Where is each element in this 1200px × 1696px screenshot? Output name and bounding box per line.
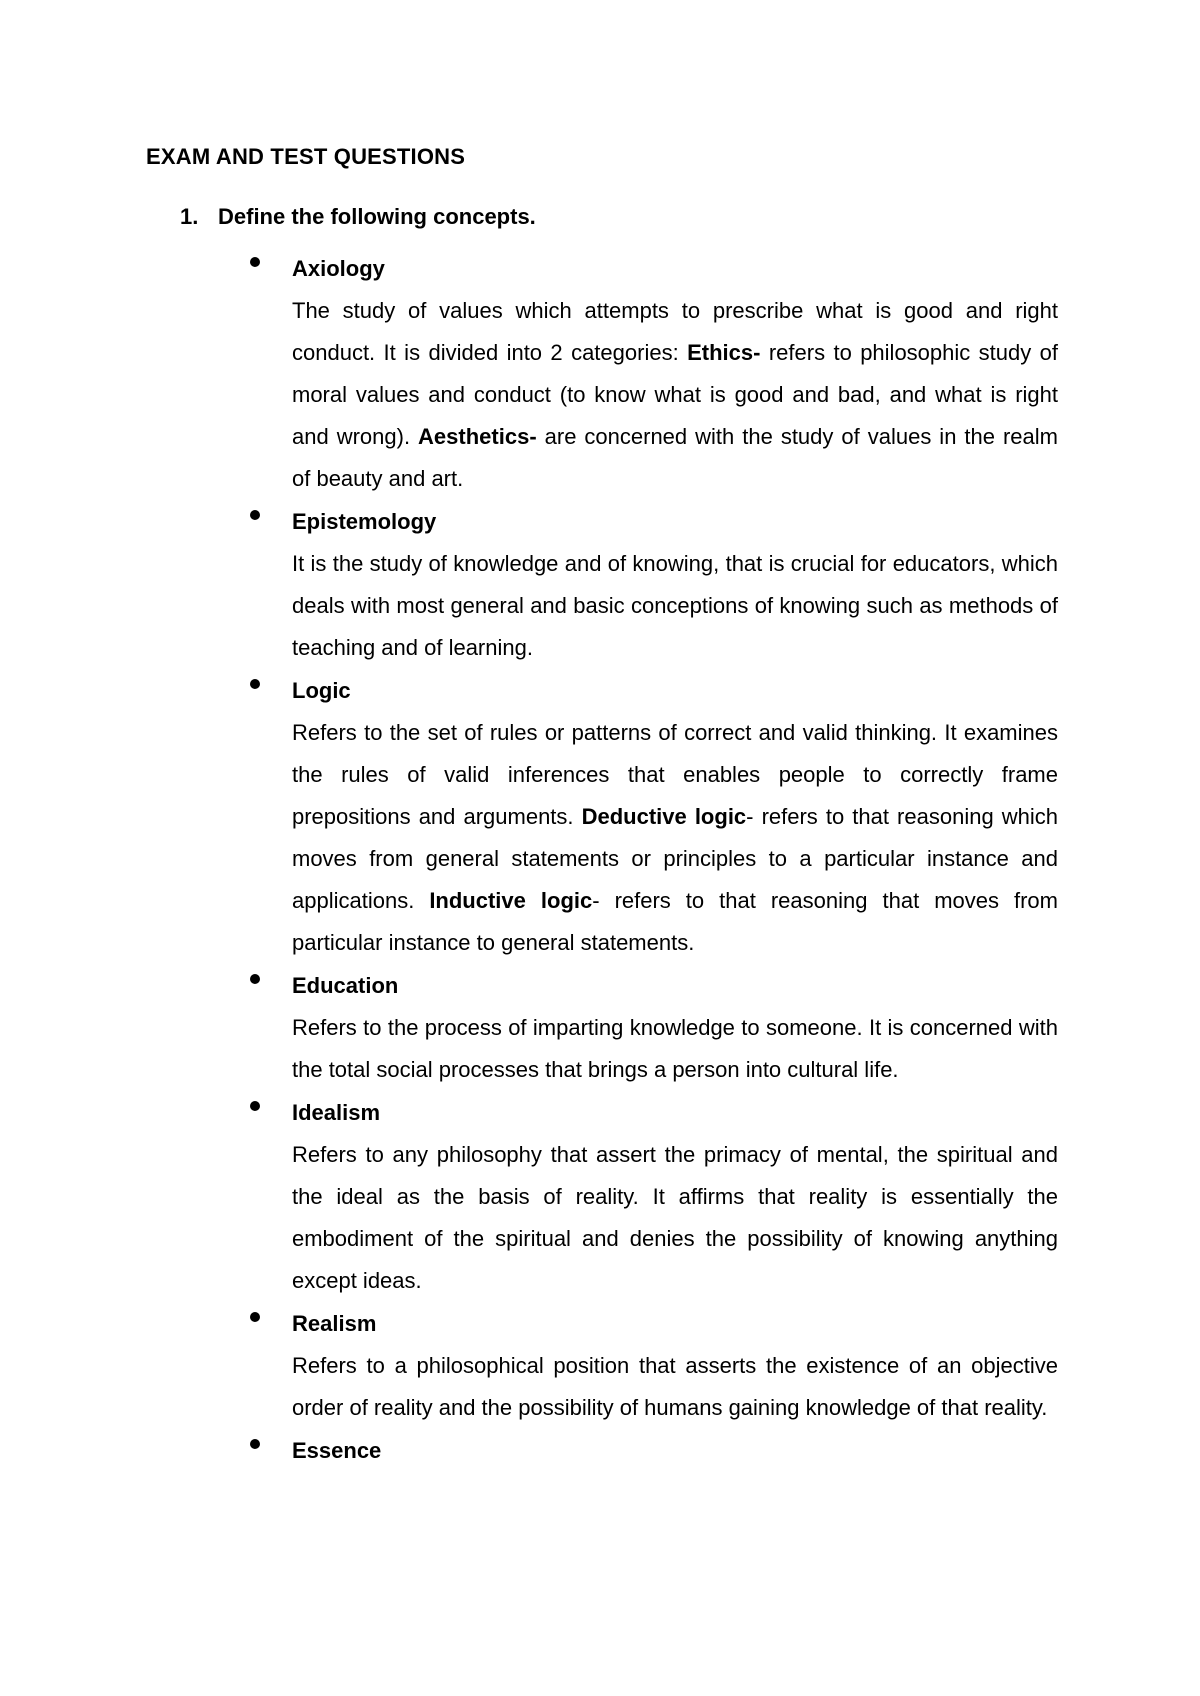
definition-text: refers to philosophic study of moral values and conduct (to know what is good and bad, and what is right and wrong). bbox=[292, 340, 1058, 449]
concept-term: Idealism bbox=[292, 1100, 381, 1125]
question-heading bbox=[180, 204, 536, 230]
concept-essence bbox=[248, 1430, 1058, 1472]
definition-text: Refers to the process of imparting knowledge to someone. It is concerned with the total social processes that brings a person into cultural life. bbox=[292, 1015, 1058, 1082]
concept-axiology bbox=[248, 248, 1058, 500]
document-title: EXAM AND TEST QUESTIONS bbox=[146, 144, 466, 169]
bullet-icon bbox=[250, 1439, 260, 1449]
definition-text: It is the study of knowledge and of knowing, that is crucial for educators, which deals with most general and basic conceptions of knowing such as methods of teaching and of learning. bbox=[292, 551, 1058, 660]
definition-text: - refers to that reasoning which moves from general statements or principles to a particular instance and applications. bbox=[292, 804, 1059, 913]
definition-text: are concerned with the study of values in the realm of beauty and art. bbox=[292, 424, 1058, 491]
definition-text: - refers to that reasoning that moves from particular instance to general statements. bbox=[292, 888, 1058, 955]
subterm-inductive-logic: Inductive logic bbox=[429, 888, 593, 913]
subterm-aesthetics: Aesthetics- bbox=[418, 424, 537, 449]
concept-idealism bbox=[248, 1092, 1058, 1302]
concept-education bbox=[248, 965, 1058, 1091]
concept-definition bbox=[292, 290, 1058, 500]
definition-text: The study of values which attempts to prescribe what is good and right conduct. It is divided into 2 categories: bbox=[292, 298, 1058, 365]
bullet-icon bbox=[250, 510, 260, 520]
concept-definition bbox=[292, 1134, 1058, 1302]
concept-realism bbox=[248, 1303, 1058, 1429]
concept-list bbox=[248, 248, 1058, 1473]
definition-text: Refers to the set of rules or patterns of correct and valid thinking. It examines the rules of valid inferences that enables people to correctly frame prepositions and arguments. bbox=[292, 720, 1058, 829]
concept-term: Logic bbox=[292, 678, 351, 703]
bullet-icon bbox=[250, 1312, 260, 1322]
subterm-ethics: Ethics- bbox=[687, 340, 761, 365]
concept-definition bbox=[292, 1345, 1058, 1429]
bullet-icon bbox=[250, 257, 260, 267]
concept-definition bbox=[292, 543, 1058, 669]
question-number: 1. bbox=[180, 204, 199, 229]
concept-term: Essence bbox=[292, 1438, 382, 1463]
concept-term: Epistemology bbox=[292, 509, 437, 534]
bullet-icon bbox=[250, 679, 260, 689]
concept-logic bbox=[248, 670, 1058, 964]
concept-term: Axiology bbox=[292, 256, 385, 281]
concept-definition bbox=[292, 712, 1058, 964]
subterm-deductive-logic: Deductive logic bbox=[581, 804, 747, 829]
question-text: Define the following concepts. bbox=[218, 204, 536, 229]
concept-epistemology bbox=[248, 501, 1058, 669]
concept-term: Realism bbox=[292, 1311, 377, 1336]
definition-text: Refers to any philosophy that assert the primacy of mental, the spiritual and the ideal as the basis of reality. It affirms that reality is essentially the embodiment of the spiritual and denies the possibility of knowing anything except ideas. bbox=[292, 1142, 1058, 1293]
concept-definition bbox=[292, 1007, 1058, 1091]
bullet-icon bbox=[250, 974, 260, 984]
definition-text: Refers to a philosophical position that asserts the existence of an objective order of reality and the possibility of humans gaining knowledge of that reality. bbox=[292, 1353, 1058, 1420]
concept-term: Education bbox=[292, 973, 399, 998]
bullet-icon bbox=[250, 1101, 260, 1111]
